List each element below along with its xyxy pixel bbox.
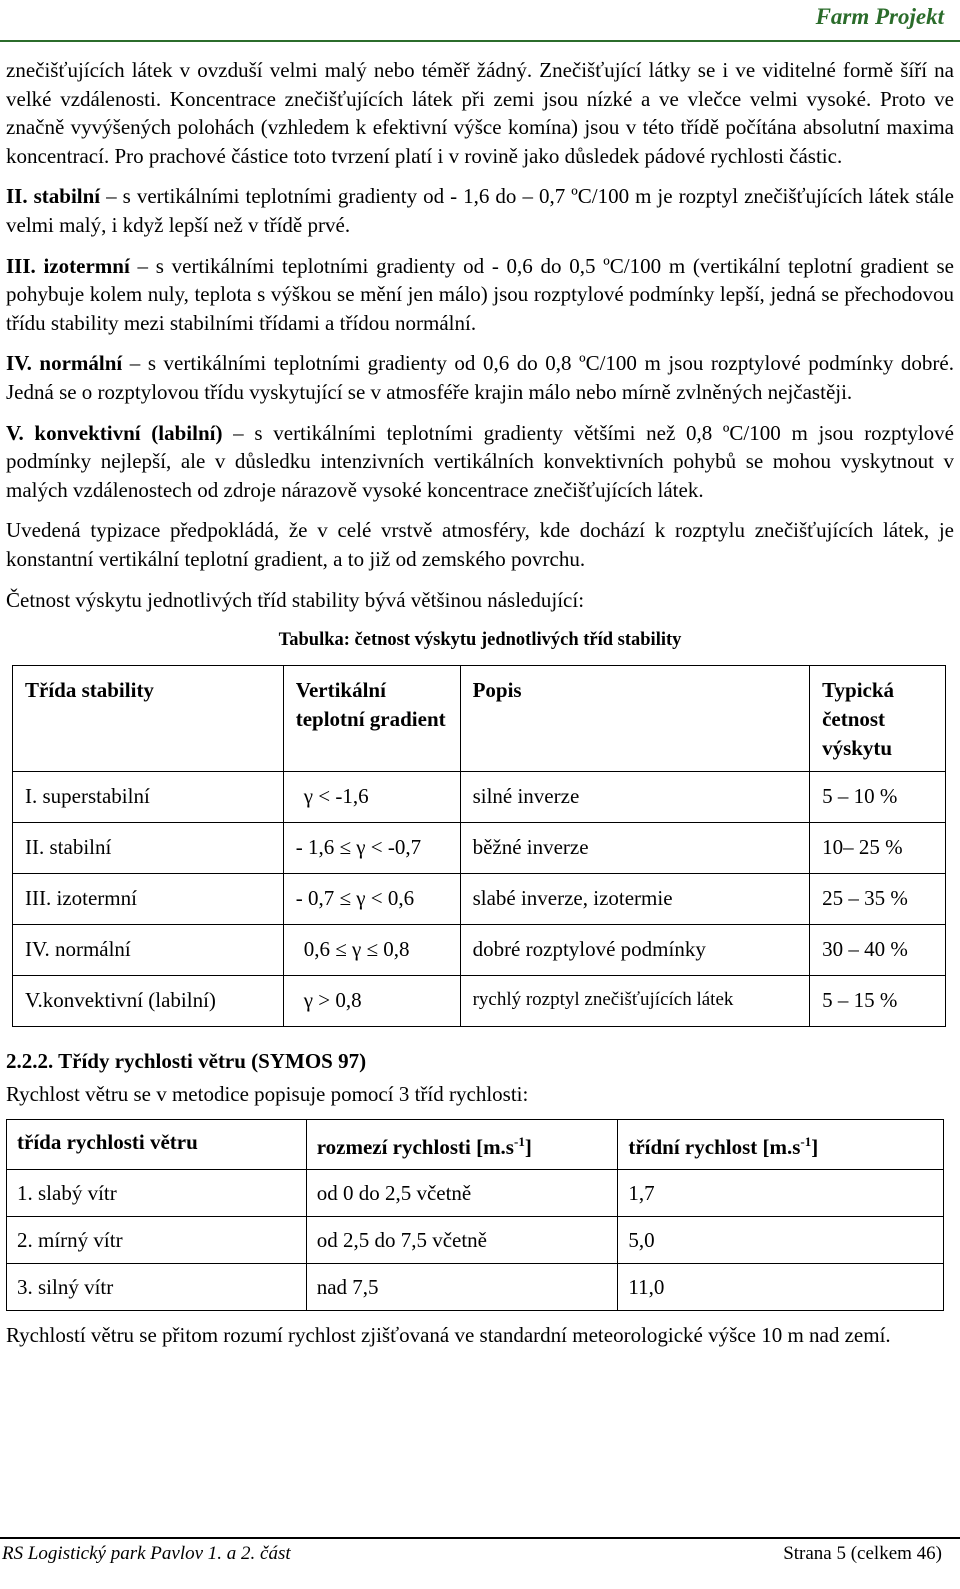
table-cell: od 0 do 2,5 včetně — [306, 1169, 618, 1216]
term: II. stabilní — [6, 184, 101, 209]
table-cell: II. stabilní — [13, 823, 284, 874]
footer-page-number: Strana 5 (celkem 46) — [783, 1543, 942, 1564]
term: IV. normální — [6, 351, 123, 376]
table-cell: III. izotermní — [13, 874, 284, 925]
table-cell: 25 – 35 % — [810, 874, 946, 925]
table-cell: γ < -1,6 — [283, 772, 460, 823]
table-row — [7, 1263, 944, 1310]
table-header-row — [13, 666, 946, 772]
table-cell: od 2,5 do 7,5 včetně — [306, 1216, 618, 1263]
table-cell: silné inverze — [460, 772, 810, 823]
header-text: třídní rychlost [m.s — [628, 1134, 801, 1159]
table-cell: 5 – 10 % — [810, 772, 946, 823]
bracket: ] — [811, 1134, 819, 1159]
term: III. izotermní — [6, 253, 130, 278]
table-cell: 3. silný vítr — [7, 1263, 307, 1310]
table-cell: 11,0 — [618, 1263, 944, 1310]
table-cell: IV. normální — [13, 925, 284, 976]
stability-table — [12, 665, 946, 1027]
paragraph-text: – s vertikálními teplotními gradienty od 0,6 do 0,8 ºC/100 m jsou rozptylové podmínky dobré. Jedná se o rozptylovou třídu vyskytující se v atmosféře krajin málo nebo mírně zvlněných nejčastěji. — [6, 351, 954, 404]
paragraph-text: – s vertikálními teplotními gradienty od - 0,6 do 0,5 ºC/100 m (vertikální teplotní gradient se pohybuje kolem nuly, teplota s výškou se mění jen málo) jsou rozptylové podmínky lepší, jedná se přechodovou třídu stability mezi stabilními třídami a třídou normální. — [6, 253, 954, 335]
paragraph: Četnost výskytu jednotlivých tříd stability bývá většinou následující: — [6, 587, 585, 612]
paragraph: Rychlostí větru se přitom rozumí rychlost zjišťovaná ve standardní meteorologické výšce 10 m nad zemí. — [6, 1322, 891, 1347]
table-cell: rychlý rozptyl znečišťujících látek — [460, 976, 810, 1027]
table-cell: 30 – 40 % — [810, 925, 946, 976]
table-row — [13, 976, 946, 1027]
wind-speed-table — [6, 1119, 944, 1311]
term: V. konvektivní (labilní) — [6, 420, 223, 445]
column-header: Třída stability — [13, 666, 284, 772]
table-cell: běžné inverze — [460, 823, 810, 874]
paragraph-stability-v — [6, 419, 954, 505]
table-row — [13, 925, 946, 976]
column-header: Popis — [460, 666, 810, 772]
column-header: třída rychlosti větru — [7, 1119, 307, 1169]
table-row — [13, 772, 946, 823]
table-cell: γ > 0,8 — [283, 976, 460, 1027]
table-cell: V.konvektivní (labilní) — [13, 976, 284, 1027]
table-cell: nad 7,5 — [306, 1263, 618, 1310]
paragraph-text: – s vertikálními teplotními gradienty většími než 0,8 ºC/100 m jsou rozptylové podmínky nejlepší, ale v důsledku intenzivních vertikálních konvektivních pohybů se mohou vyskytnout v malých vzdálenostech od zdroje nárazově vysoké koncentrace znečišťujících látek. — [6, 420, 954, 502]
column-header — [306, 1119, 618, 1169]
column-header — [618, 1119, 944, 1169]
table-header-row — [7, 1119, 944, 1169]
superscript: -1 — [800, 1133, 812, 1149]
header-divider — [0, 40, 960, 42]
footer-divider — [0, 1537, 960, 1539]
table-cell: 10– 25 % — [810, 823, 946, 874]
table-row — [13, 823, 946, 874]
paragraph-text: – s vertikálními teplotními gradienty od - 1,6 do – 0,7 ºC/100 m je rozptyl znečišťujících látek stále velmi malý, i když lepší než v třídě prvé. — [6, 184, 954, 237]
table-cell: 5,0 — [618, 1216, 944, 1263]
table-cell: - 1,6 ≤ γ < -0,7 — [283, 823, 460, 874]
document-body — [6, 56, 954, 1349]
table-row — [13, 874, 946, 925]
footer-document-title: RS Logistický park Pavlov 1. a 2. část — [2, 1543, 291, 1564]
table-row — [7, 1216, 944, 1263]
paragraph-stability-iii — [6, 252, 954, 338]
header-title: Farm Projekt — [815, 4, 944, 29]
table-cell: 5 – 15 % — [810, 976, 946, 1027]
column-header: Vertikální teplotní gradient — [283, 666, 460, 772]
table-caption: Tabulka: četnost výskytu jednotlivých tříd stability — [278, 630, 682, 651]
table-cell: 2. mírný vítr — [7, 1216, 307, 1263]
paragraph: znečišťujících látek v ovzduší velmi malý nebo téměř žádný. Znečišťující látky se i ve viditelné formě šíří na velké vzdálenosti. Koncentrace znečišťujících látek při zemi jsou nízké a ve vlečce velmi vysoké. Proto ve značně vyvýšených polohách (vzhledem k efektivní výšce komína) jsou v této třídě počítána absolutní maxima koncentrací. Pro prachové částice toto tvrzení platí i v rovině jako důsledek pádové rychlosti částic. — [6, 58, 954, 168]
bracket: ] — [524, 1134, 532, 1159]
paragraph: Uvedená typizace předpokládá, že v celé vrstvě atmosféry, kde dochází k rozptylu znečišťujících látek, je konstantní vertikální teplotní gradient, a to již od zemského povrchu. — [6, 518, 954, 571]
table-cell: 0,6 ≤ γ ≤ 0,8 — [283, 925, 460, 976]
table-cell: 1,7 — [618, 1169, 944, 1216]
paragraph-stability-iv — [6, 349, 954, 406]
superscript: -1 — [513, 1133, 525, 1149]
table-row — [7, 1169, 944, 1216]
header-text: rozmezí rychlosti [m.s — [316, 1134, 514, 1159]
paragraph: Rychlost větru se v metodice popisuje pomocí 3 tříd rychlosti: — [6, 1082, 529, 1107]
section-heading: 2.2.2. Třídy rychlosti větru (SYMOS 97) — [6, 1049, 367, 1074]
column-header: Typická četnost výskytu — [810, 666, 946, 772]
paragraph-stability-ii — [6, 182, 954, 239]
table-cell: I. superstabilní — [13, 772, 284, 823]
table-cell: 1. slabý vítr — [7, 1169, 307, 1216]
table-cell: - 0,7 ≤ γ < 0,6 — [283, 874, 460, 925]
table-cell: dobré rozptylové podmínky — [460, 925, 810, 976]
table-cell: slabé inverze, izotermie — [460, 874, 810, 925]
